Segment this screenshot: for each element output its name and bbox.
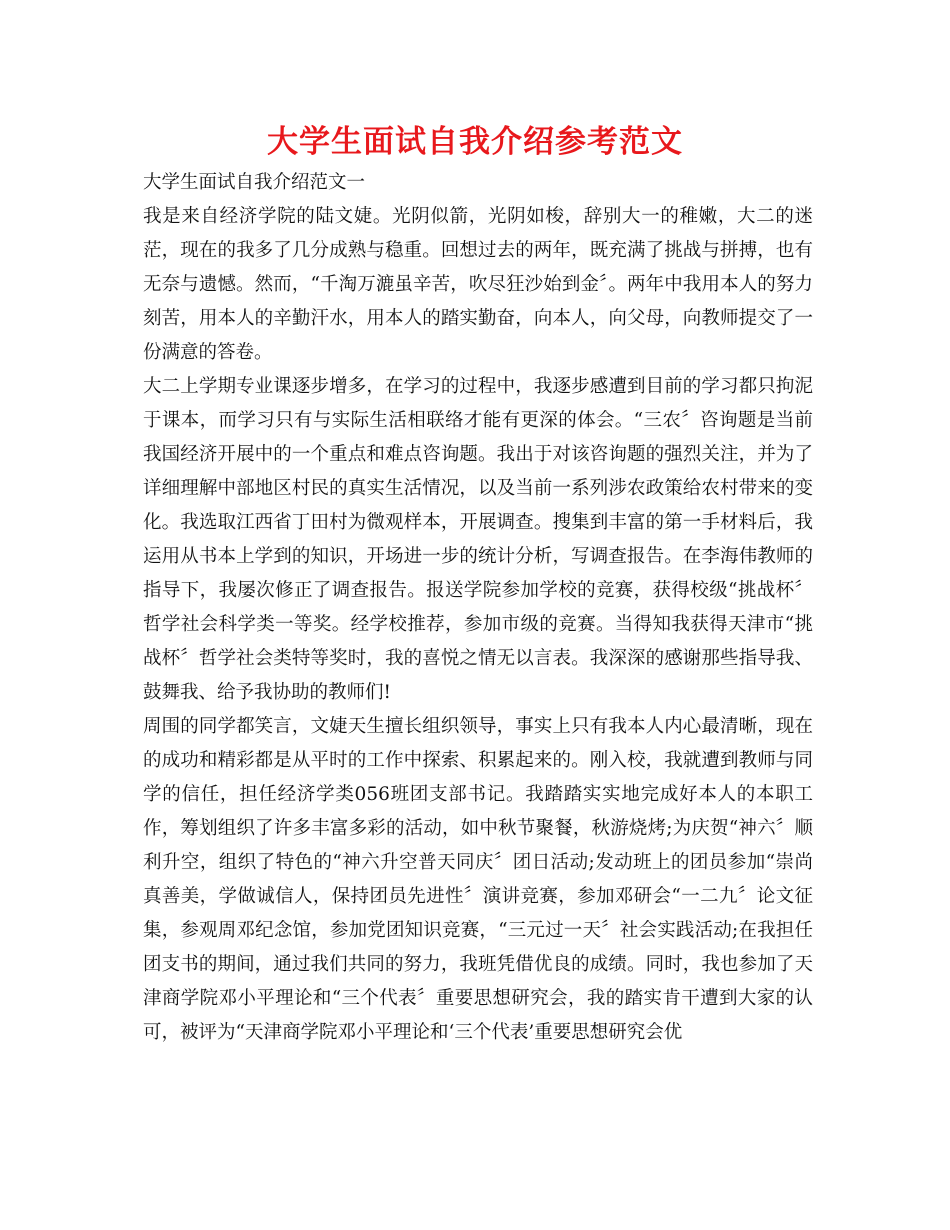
- paragraph: 周围的同学都笑言，文婕天生擅长组织领导，事实上只有我本人内心最清晰，现在的成功和精彩都是从平时的工作中探索、积累起来的。刚入校，我就遭到教师与同学的信任，担任经济学类056班团支部书记。我踏踏实实地完成好本人的本职工作，筹划组织了许多丰富多彩的活动，如中秋节聚餐，秋游烧烤;为庆贺“神六〞顺利升空，组织了特色的“神六升空普天同庆〞团日活动;发动班上的团员参加“崇尚真善美，学做诚信人，保持团员先进性〞演讲竞赛，参加邓研会“一二九〞论文征集，参观周邓纪念馆，参加党团知识竞赛，“三元过一天〞社会实践活动;在我担任团支书的期间，通过我们共同的努力，我班凭借优良的成绩。同时，我也参加了天津商学院邓小平理论和“三个代表〞重要思想研究会，我的踏实肯干遭到大家的认可，被评为“天津商学院邓小平理论和‘三个代表’重要思想研究会优: [143, 716, 813, 1043]
- section-heading: 大学生面试自我介绍范文一: [143, 172, 366, 193]
- document-title: 大学生面试自我介绍参考范文: [267, 124, 683, 160]
- paragraph: 大二上学期专业课逐步增多，在学习的过程中，我逐步感遭到目前的学习都只拘泥于课本，而学习只有与实际生活相联络才能有更深的体会。“三农〞咨询题是当前我国经济开展中的一个重点和难点咨询题。我出于对该咨询题的强烈关注，并为了详细理解中部地区村民的真实生活情况，以及当前一系列涉农政策给农村带来的变化。我选取江西省丁田村为微观样本，开展调查。搜集到丰富的第一手材料后，我运用从书本上学到的知识，开场进一步的统计分析，写调查报告。在李海伟教师的指导下，我屡次修正了调查报告。报送学院参加学校的竞赛，获得校级“挑战杯〞哲学社会科学类一等奖。经学校推荐，参加市级的竞赛。当得知我获得天津市“挑战杯〞哲学社会类特等奖时，我的喜悦之情无以言表。我深深的感谢那些指导我、鼓舞我、给予我协助的教师们!: [143, 376, 813, 703]
- document-body: [143, 166, 813, 1050]
- paragraph: 我是来自经济学院的陆文婕。光阴似箭，光阴如梭，辞别大一的稚嫩，大二的迷茫，现在的我多了几分成熟与稳重。回想过去的两年，既充满了挑战与拼搏，也有无奈与遗憾。然而，“千淘万漉虽辛苦，吹尽狂沙始到金〞。两年中我用本人的努力刻苦，用本人的辛勤汗水，用本人的踏实勤奋，向本人，向父母，向教师提交了一份满意的答卷。: [143, 206, 813, 363]
